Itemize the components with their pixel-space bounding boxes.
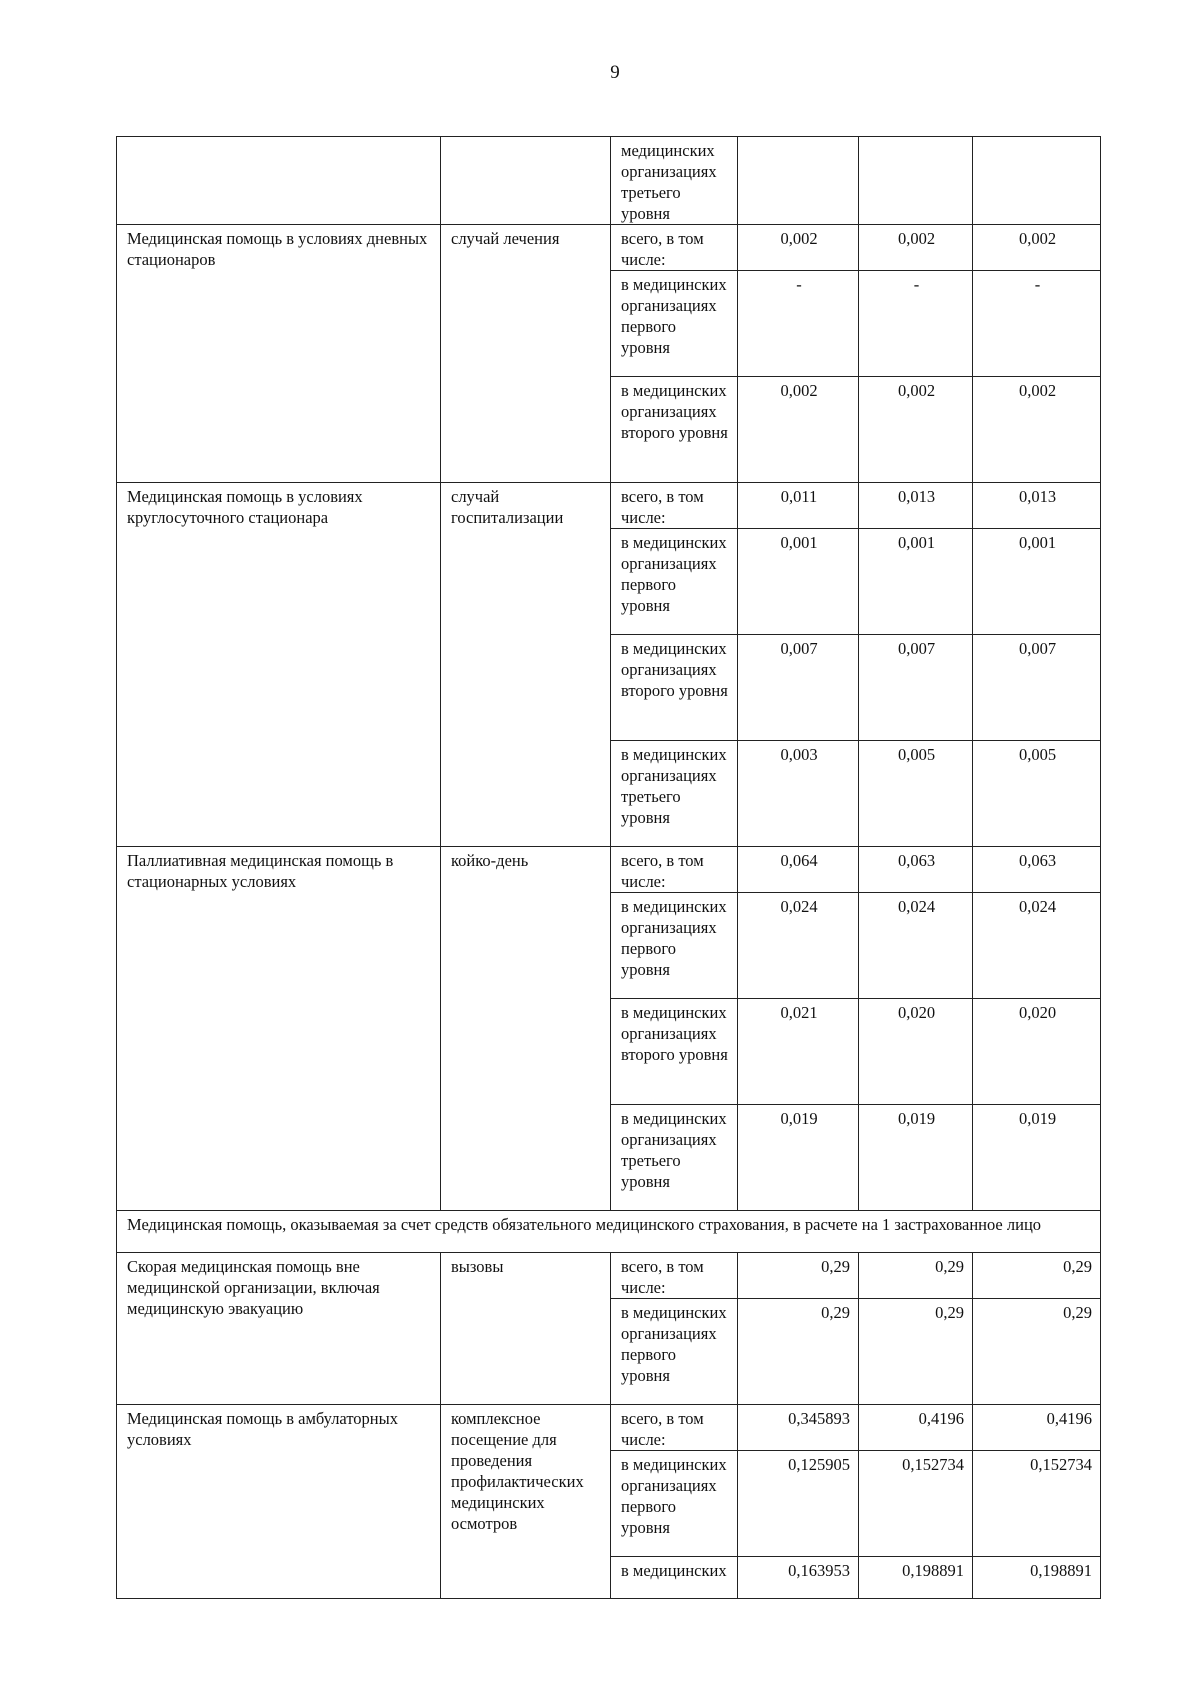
value-cell: 0,019	[738, 1105, 859, 1211]
value-cell: 0,002	[973, 377, 1101, 483]
value-cell: 0,019	[973, 1105, 1101, 1211]
value-cell: 0,005	[859, 741, 973, 847]
subrow-label: в медицинских организациях первого уровня	[611, 1299, 738, 1405]
care-type-cell: Медицинская помощь в амбулаторных условиях	[117, 1405, 441, 1599]
unit-cell: случай госпитализации	[441, 483, 611, 847]
subrow-label: в медицинских	[611, 1557, 738, 1599]
value-cell: 0,002	[973, 225, 1101, 271]
section-header: Медицинская помощь, оказываемая за счет средств обязательного медицинского страхования, в расчете на 1 застрахованное лицо	[117, 1211, 1101, 1253]
value-cell: 0,002	[738, 225, 859, 271]
value-cell: 0,021	[738, 999, 859, 1105]
value-cell: 0,024	[859, 893, 973, 999]
subrow-label: в медицинских организациях второго уровня	[611, 999, 738, 1105]
subrow-label: в медицинских организациях третьего уровня	[611, 1105, 738, 1211]
value-cell: 0,013	[859, 483, 973, 529]
value-cell: 0,024	[738, 893, 859, 999]
value-cell: 0,019	[859, 1105, 973, 1211]
value-cell: -	[973, 271, 1101, 377]
subrow-label: всего, в том числе:	[611, 1253, 738, 1299]
value-cell: 0,29	[859, 1253, 973, 1299]
page-number: 9	[610, 62, 620, 83]
value-cell: 0,198891	[859, 1557, 973, 1599]
unit-cell: койко-день	[441, 847, 611, 1211]
value-cell: 0,001	[738, 529, 859, 635]
value-cell: 0,29	[973, 1253, 1101, 1299]
value-cell: 0,163953	[738, 1557, 859, 1599]
norms-table	[116, 136, 1101, 1599]
value-cell: 0,001	[859, 529, 973, 635]
subrow-label: всего, в том числе:	[611, 225, 738, 271]
value-cell: 0,005	[973, 741, 1101, 847]
value-cell: 0,007	[738, 635, 859, 741]
subrow-label: всего, в том числе:	[611, 1405, 738, 1451]
section-header-row	[117, 1211, 1101, 1253]
value-cell: 0,4196	[973, 1405, 1101, 1451]
subrow-label: в медицинских организациях первого уровня	[611, 1451, 738, 1557]
subrow-label: в медицинских организациях второго уровня	[611, 635, 738, 741]
care-type-cell: Медицинская помощь в условиях круглосуточного стационара	[117, 483, 441, 847]
care-type-cell	[117, 137, 441, 225]
subrow-label: медицинских организациях третьего уровня	[611, 137, 738, 225]
subrow-label: в медицинских организациях первого уровня	[611, 529, 738, 635]
value-cell: 0,007	[973, 635, 1101, 741]
care-type-cell: Скорая медицинская помощь вне медицинской организации, включая медицинскую эвакуацию	[117, 1253, 441, 1405]
value-cell: 0,29	[738, 1299, 859, 1405]
value-cell: 0,152734	[859, 1451, 973, 1557]
value-cell: 0,024	[973, 893, 1101, 999]
value-cell: 0,198891	[973, 1557, 1101, 1599]
value-cell: 0,063	[859, 847, 973, 893]
value-cell	[859, 137, 973, 225]
subrow-label: в медицинских организациях первого уровня	[611, 893, 738, 999]
value-cell: 0,020	[859, 999, 973, 1105]
value-cell: 0,152734	[973, 1451, 1101, 1557]
subrow-label: в медицинских организациях третьего уровня	[611, 741, 738, 847]
table-row	[117, 225, 1101, 271]
value-cell: 0,125905	[738, 1451, 859, 1557]
table-row	[117, 1253, 1101, 1299]
subrow-label: в медицинских организациях первого уровня	[611, 271, 738, 377]
value-cell: 0,011	[738, 483, 859, 529]
value-cell: 0,29	[859, 1299, 973, 1405]
value-cell: 0,064	[738, 847, 859, 893]
subrow-label: всего, в том числе:	[611, 847, 738, 893]
value-cell: -	[738, 271, 859, 377]
care-type-cell: Медицинская помощь в условиях дневных стационаров	[117, 225, 441, 483]
value-cell: -	[859, 271, 973, 377]
value-cell: 0,29	[738, 1253, 859, 1299]
care-type-cell: Паллиативная медицинская помощь в стационарных условиях	[117, 847, 441, 1211]
subrow-label: в медицинских организациях второго уровня	[611, 377, 738, 483]
unit-cell	[441, 137, 611, 225]
table-row	[117, 1405, 1101, 1451]
value-cell: 0,345893	[738, 1405, 859, 1451]
value-cell: 0,020	[973, 999, 1101, 1105]
value-cell: 0,002	[859, 225, 973, 271]
table-row	[117, 847, 1101, 893]
value-cell: 0,063	[973, 847, 1101, 893]
value-cell: 0,29	[973, 1299, 1101, 1405]
unit-cell: комплексное посещение для проведения профилактических медицинских осмотров	[441, 1405, 611, 1599]
value-cell: 0,001	[973, 529, 1101, 635]
value-cell: 0,007	[859, 635, 973, 741]
unit-cell: вызовы	[441, 1253, 611, 1405]
value-cell: 0,013	[973, 483, 1101, 529]
value-cell: 0,4196	[859, 1405, 973, 1451]
value-cell: 0,002	[859, 377, 973, 483]
value-cell	[738, 137, 859, 225]
table-row	[117, 483, 1101, 529]
value-cell	[973, 137, 1101, 225]
value-cell: 0,002	[738, 377, 859, 483]
subrow-label: всего, в том числе:	[611, 483, 738, 529]
value-cell: 0,003	[738, 741, 859, 847]
table-row	[117, 137, 1101, 225]
unit-cell: случай лечения	[441, 225, 611, 483]
